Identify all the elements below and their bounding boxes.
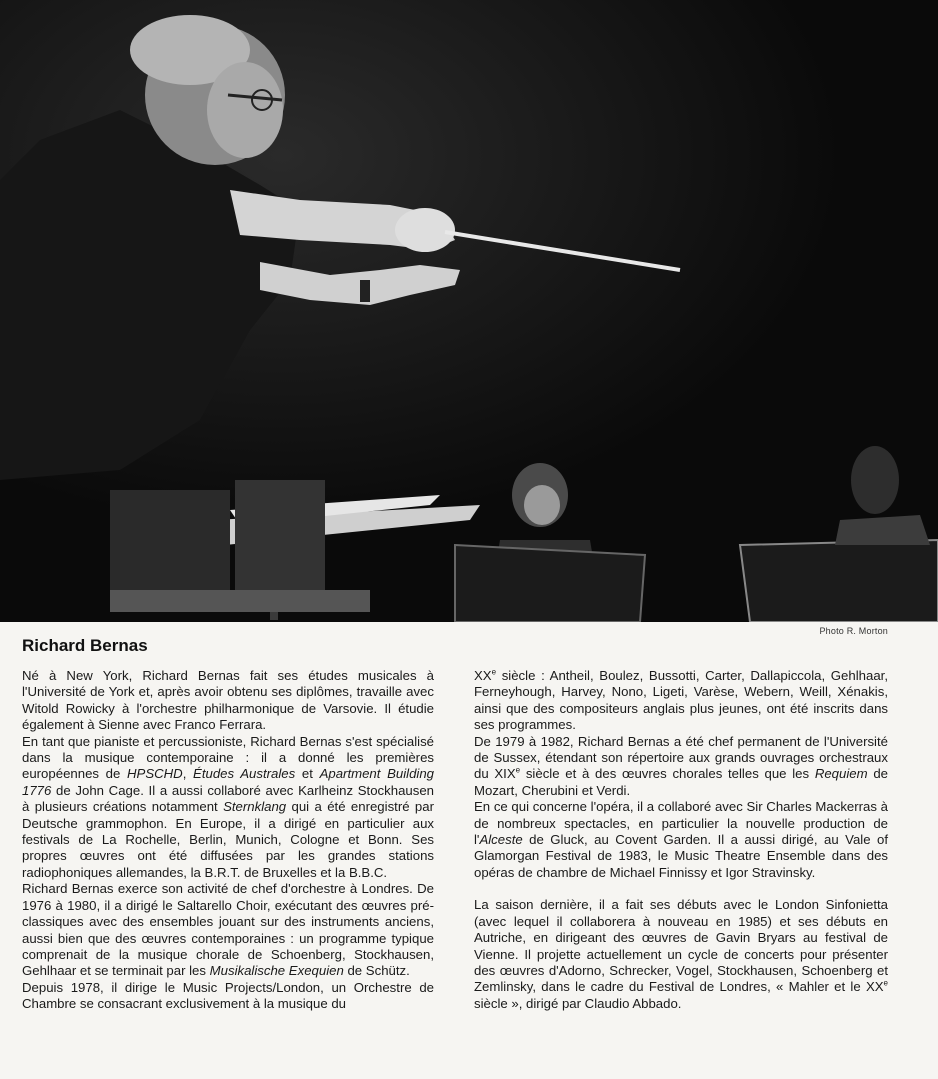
text-run: de Mozart, Cherubini et Verdi. [474, 766, 888, 798]
superscript: e [515, 766, 521, 776]
text-run: Depuis 1978, il dirige le Music Projects/London, un Orchestre de Chambre se consacrant exclusivement à la musique du [22, 979, 434, 1012]
italic-text: Requiem [814, 766, 868, 782]
paragraph [22, 881, 434, 979]
photo-credit: Photo R. Morton [819, 626, 888, 636]
text-run: siècle et à des œuvres chorales telles que les [520, 766, 815, 782]
text-run: de Schütz. [343, 963, 410, 979]
text-run: La saison dernière, il a fait ses débuts avec le London Sinfonietta (avec lequel il collaborera à nouveau en 1985) et ses débuts en Autriche, en dirigeant des œuvres de Gavin Bryars au festival de Vienne. Il projette actuellement un cycle de concerts pour présenter des œuvres d'Adorno, Schrecker, Vogel, Stockhausen, Schoenberg et Zemlinsky, dans le cadre du Festival de Londres, « Mahler et le XX [474, 897, 888, 995]
paragraph [474, 668, 888, 734]
text-run: et [295, 766, 320, 782]
paragraph [474, 799, 888, 881]
paragraph [22, 980, 434, 1013]
paragraph [474, 897, 888, 1012]
paragraph [22, 668, 434, 734]
text-run: De 1979 à 1982, Richard Bernas a été chef permanent de l'Université de Sussex, étendant son répertoire aux grands ouvrages orchestraux du XIX [474, 733, 888, 782]
text-run: siècle : Antheil, Boulez, Bussotti, Carter, Dallapiccola, Gehlhaar, Ferneyhough, Harvey, Nono, Ligeti, Varèse, Webern, Weill, Xénakis, ainsi que des compositeurs anglais plus jeunes, ont été inscrits dans ses programmes. [474, 668, 888, 733]
paragraph [22, 734, 434, 882]
italic-text: Alceste [479, 832, 523, 848]
article-column-left [22, 668, 434, 1013]
italic-text: Études Australes [193, 766, 296, 782]
text-run: qui a été enregistré par Deutsche grammophon. En Europe, il a dirigé en particulier aux festivals de La Rochelle, Berlin, Munich, Cologne et Bonn. Ses propres œuvres ont été diffusées par les grandes stations radiophoniques allemandes, la B.R.T. de Bruxelles et la B.B.C. [22, 799, 434, 880]
paragraph [474, 734, 888, 800]
text-run: En tant que pianiste et percussioniste, Richard Bernas s'est spécialisé dans la musique contemporaine : il a donné les premières européennes de [22, 733, 434, 782]
superscript: e [491, 667, 497, 677]
italic-text: Sternklang [223, 799, 287, 815]
text-run: En ce qui concerne l'opéra, il a collaboré avec Sir Charles Mackerras à de nombreux spectacles, en particulier la nouvelle production de l' [474, 799, 888, 848]
text-run: Richard Bernas exerce son activité de chef d'orchestre à Londres. De 1976 à 1980, il a dirigé le Saltarello Choir, exécutant des œuvres pré-classiques avec des ensembles jouant sur des instruments anciens, aussi bien que des œuvres contemporaines : un programme typique comprenait de la musique chorale de Schoenberg, Stockhausen, Gehlhaar et se terminait par les [22, 881, 434, 979]
italic-text: HPSCHD [127, 766, 183, 782]
text-run: XX [474, 668, 492, 683]
superscript: e [883, 978, 888, 988]
text-run: , [182, 766, 194, 782]
article-title: Richard Bernas [22, 636, 148, 655]
text-run: de Gluck, au Covent Garden. Il a aussi dirigé, au Vale of Glamorgan Festival de 1983, le Music Theatre Ensemble dans des opéras de chambre de Michael Finnissy et Igor Stravinsky. [474, 832, 888, 880]
italic-text: Musikalische Exequien [209, 963, 344, 979]
text-run: de John Cage. Il a aussi collaboré avec Karlheinz Stockhausen à plusieurs créations notamment [22, 782, 434, 815]
text-run: Né à New York, Richard Bernas fait ses études musicales à l'Université de York et, après avoir obtenu ses diplômes, travaille avec Witold Rowicky à l'orchestre philharmonique de Varsovie. Il étudie également à Sienne avec Franco Ferrara. [22, 668, 434, 733]
article-column-right [474, 668, 888, 1012]
text-run: siècle », dirigé par Claudio Abbado. [474, 995, 682, 1011]
italic-text: Apartment Building 1776 [22, 766, 435, 798]
